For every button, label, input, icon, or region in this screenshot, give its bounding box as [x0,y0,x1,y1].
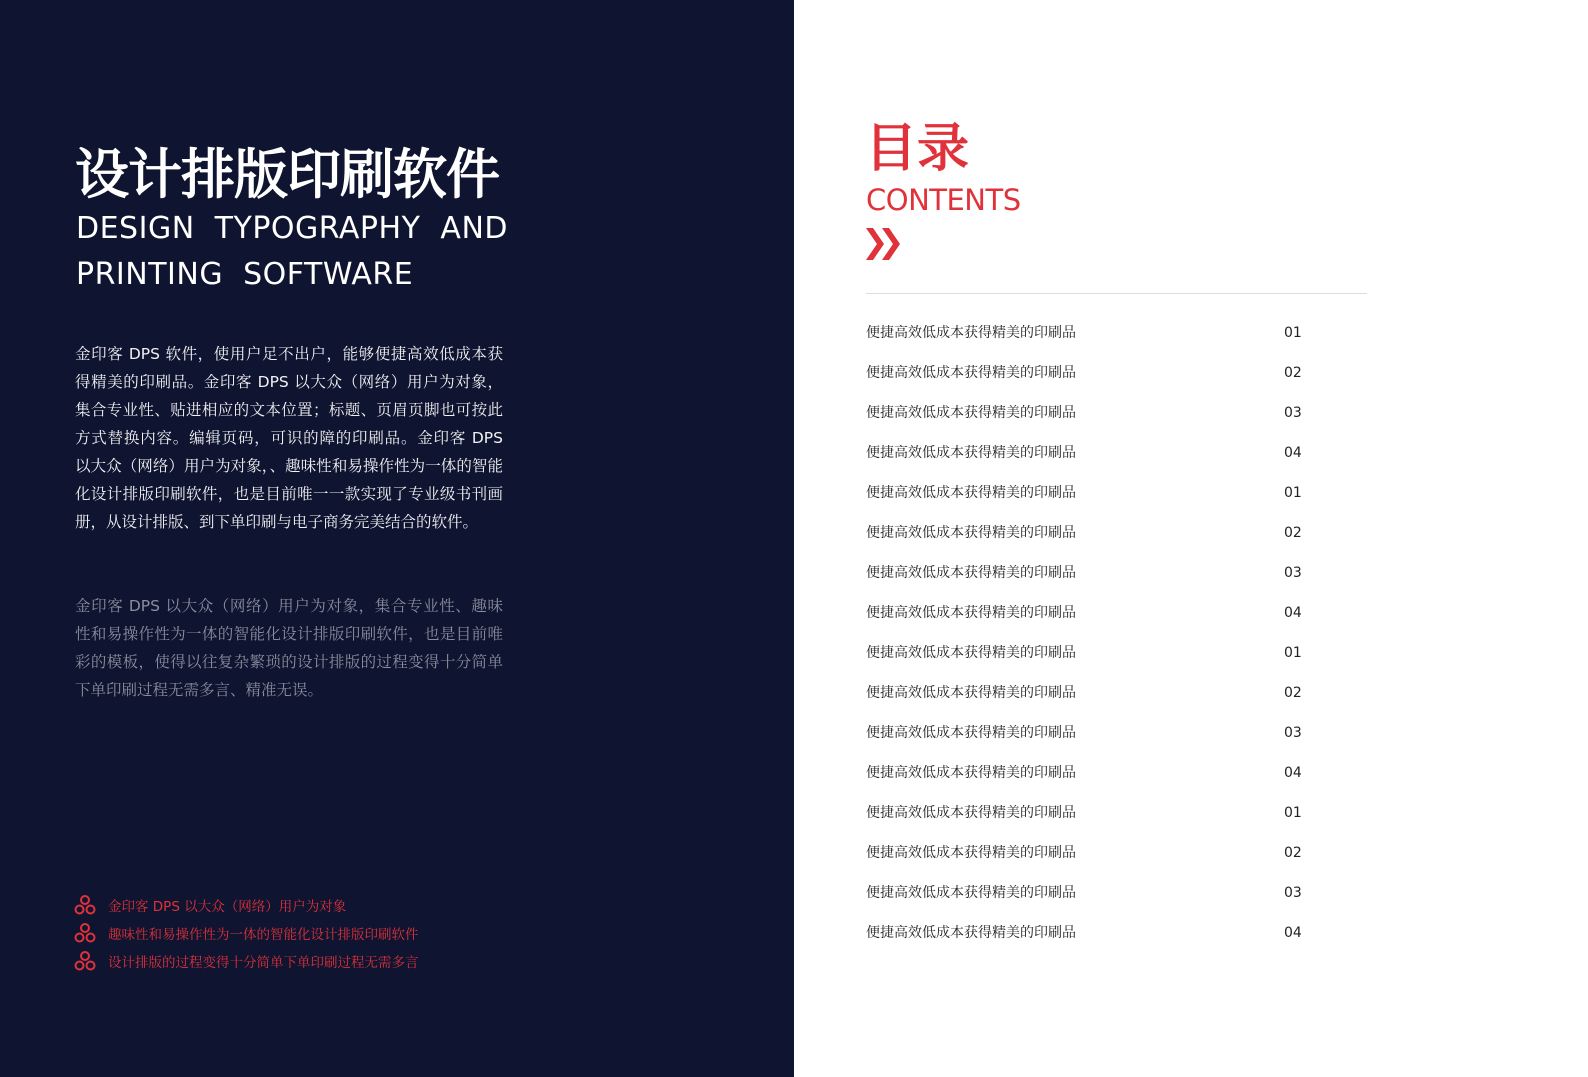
toc-row-number: 02 [1284,365,1302,381]
toc-row-label: 便捷高效低成本获得精美的印刷品 [866,405,1076,421]
bullet-list [74,891,674,975]
toc-row-label: 便捷高效低成本获得精美的印刷品 [866,325,1076,341]
right-panel [794,0,1588,1077]
page-title: 设计排版印刷软件 [75,143,499,206]
toc-row-label: 便捷高效低成本获得精美的印刷品 [866,365,1076,381]
toc-row-label: 便捷高效低成本获得精美的印刷品 [866,445,1076,461]
toc-row-label: 便捷高效低成本获得精美的印刷品 [866,605,1076,621]
toc-row-number: 04 [1284,445,1302,461]
toc-row-number: 04 [1284,605,1302,621]
toc-row-label: 便捷高效低成本获得精美的印刷品 [866,685,1076,701]
toc-row-label: 便捷高效低成本获得精美的印刷品 [866,485,1076,501]
toc-row[interactable] [866,520,1326,560]
toc-row-label: 便捷高效低成本获得精美的印刷品 [866,885,1076,901]
toc-title: 目录 [865,119,970,179]
intro-paragraph: 金印客 DPS 软件，使用户足不出户，能够便捷高效低成本获得精美的印刷品。金印客 DPS 以大众（网络）用户为对象，集合专业性、贴进相应的文本位置；标题、页眉页脚也可按此方式替换内容。编辑页码，可识的障的印刷品。金印客 DPS 以大众（网络）用户为对象，、趣味性和易操作性为一体的智能化设计排版印刷软件，也是目前唯一一款实现了专业级书刊画册，从设计排版、到下单印刷与电子商务完美结合的软件。 [75,345,503,531]
toc-row-number: 03 [1284,885,1302,901]
toc-row[interactable] [866,560,1326,600]
double-chevron-right-icon [866,226,904,262]
toc-row[interactable] [866,440,1326,480]
toc-row-label: 便捷高效低成本获得精美的印刷品 [866,845,1076,861]
toc-row-number: 01 [1284,805,1302,821]
toc-row-number: 03 [1284,565,1302,581]
bullet-item [74,947,674,975]
toc-row-label: 便捷高效低成本获得精美的印刷品 [866,525,1076,541]
page-subtitle: DESIGN TYPOGRAPHY AND PRINTING SOFTWARE [76,211,508,292]
toc-row[interactable] [866,800,1326,840]
toc-row[interactable] [866,720,1326,760]
toc-row[interactable] [866,760,1326,800]
toc-row-number: 04 [1284,925,1302,941]
toc-row[interactable] [866,880,1326,920]
toc-row-number: 01 [1284,645,1302,661]
toc-row[interactable] [866,840,1326,880]
bullet-text: 设计排版的过程变得十分简单下单印刷过程无需多言 [108,955,419,971]
bullet-item [74,919,674,947]
bullet-item [74,891,674,919]
toc-row[interactable] [866,480,1326,520]
toc-row-number: 01 [1284,325,1302,341]
bullet-text: 金印客 DPS 以大众（网络）用户为对象 [108,899,347,915]
toc-row-label: 便捷高效低成本获得精美的印刷品 [866,765,1076,781]
toc-row[interactable] [866,400,1326,440]
toc-subtitle: CONTENTS [866,183,1021,217]
toc-row-number: 03 [1284,725,1302,741]
toc-row-label: 便捷高效低成本获得精美的印刷品 [866,565,1076,581]
toc-row-number: 02 [1284,685,1302,701]
toc-row[interactable] [866,360,1326,400]
toc-row-label: 便捷高效低成本获得精美的印刷品 [866,925,1076,941]
cluster-circles-icon [74,922,96,944]
toc-row-number: 01 [1284,485,1302,501]
toc-row-number: 02 [1284,525,1302,541]
toc-row[interactable] [866,680,1326,720]
toc-row[interactable] [866,600,1326,640]
toc-divider [866,293,1367,294]
toc-row-label: 便捷高效低成本获得精美的印刷品 [866,645,1076,661]
toc-row[interactable] [866,640,1326,680]
toc-row-label: 便捷高效低成本获得精美的印刷品 [866,725,1076,741]
toc-row-label: 便捷高效低成本获得精美的印刷品 [866,805,1076,821]
cluster-circles-icon [74,950,96,972]
toc-row-number: 02 [1284,845,1302,861]
toc-row-number: 03 [1284,405,1302,421]
toc-row[interactable] [866,920,1326,960]
toc-list [866,320,1326,960]
toc-row[interactable] [866,320,1326,360]
cluster-circles-icon [74,894,96,916]
secondary-paragraph: 金印客 DPS 以大众（网络）用户为对象，集合专业性、趣味性和易操作性为一体的智能化设计排版印刷软件，也是目前唯彩的模板，使得以往复杂繁琐的设计排版的过程变得十分简单下单印刷过程无需多言、精准无误。 [75,597,503,699]
bullet-text: 趣味性和易操作性为一体的智能化设计排版印刷软件 [108,927,419,943]
toc-row-number: 04 [1284,765,1302,781]
